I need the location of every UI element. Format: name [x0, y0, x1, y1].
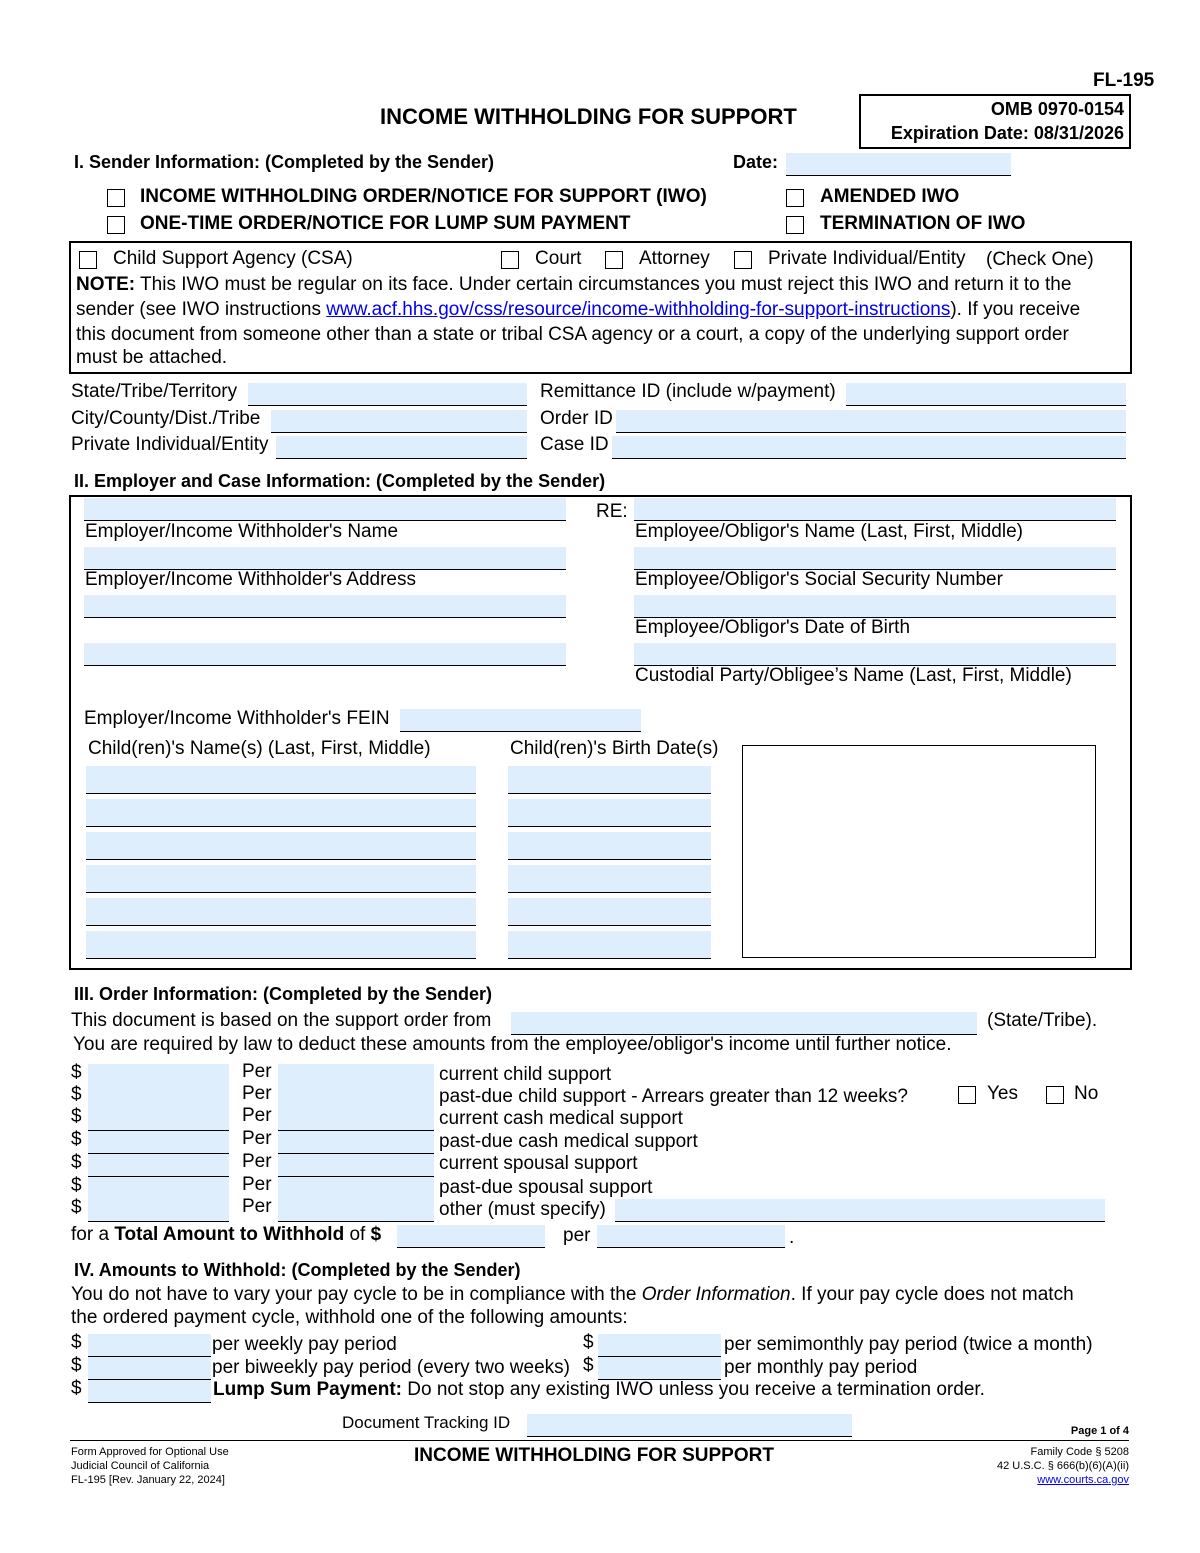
footer-title: INCOME WITHHOLDING FOR SUPPORT: [414, 1445, 774, 1466]
monthly-label: per monthly pay period: [724, 1357, 918, 1378]
per-label: Per: [242, 1061, 272, 1082]
city-field[interactable]: [271, 410, 527, 433]
tracking-id-label: Document Tracking ID: [342, 1413, 511, 1432]
omb-number: OMB 0970-0154: [990, 99, 1124, 119]
state-label: State/Tribe/Territory: [71, 381, 238, 402]
custodial-field[interactable]: [634, 643, 1116, 666]
child-dob-field[interactable]: [508, 832, 711, 860]
total-amount-field[interactable]: [397, 1225, 545, 1248]
period-field[interactable]: [278, 1086, 434, 1109]
no-label: No: [1074, 1083, 1099, 1104]
state-field[interactable]: [248, 383, 527, 406]
per-label: Per: [242, 1151, 272, 1172]
expiration-date: Expiration Date: 08/31/2026: [890, 123, 1124, 143]
monthly-amount-field[interactable]: [598, 1357, 721, 1380]
child-name-field[interactable]: [86, 865, 476, 893]
page-title: INCOME WITHHOLDING FOR SUPPORT: [380, 104, 797, 129]
lump-sum-amount-field[interactable]: [88, 1380, 211, 1403]
termination-checkbox[interactable]: [786, 216, 804, 234]
employer-address-field-3[interactable]: [84, 643, 566, 666]
child-name-field[interactable]: [86, 832, 476, 860]
total-period-field[interactable]: [597, 1225, 785, 1248]
biweekly-amount-field[interactable]: [88, 1357, 211, 1380]
footer-usc: 42 U.S.C. § 666(b)(6)(A)(ii): [996, 1460, 1129, 1472]
arrears-no-checkbox[interactable]: [1046, 1086, 1064, 1104]
amount-field[interactable]: [88, 1108, 229, 1131]
children-additional-box[interactable]: [742, 745, 1096, 958]
child-name-field[interactable]: [86, 799, 476, 827]
remittance-field[interactable]: [846, 383, 1126, 406]
omb-box: [859, 94, 1131, 149]
child-dob-field[interactable]: [508, 766, 711, 794]
order-line-label: current spousal support: [439, 1153, 638, 1174]
dollar-sign: $: [71, 1332, 82, 1353]
per-label: Per: [242, 1196, 272, 1217]
amount-field[interactable]: [88, 1064, 229, 1087]
period-field[interactable]: [278, 1177, 434, 1200]
period-field[interactable]: [278, 1108, 434, 1131]
dob-field[interactable]: [634, 595, 1116, 618]
dollar-sign: $: [71, 1152, 82, 1173]
private-label: Private Individual/Entity: [768, 248, 966, 269]
per-label: Per: [242, 1083, 272, 1104]
amended-label: AMENDED IWO: [820, 186, 960, 207]
check-one-label: (Check One): [986, 249, 1094, 270]
dollar-sign: $: [71, 1106, 82, 1127]
city-label: City/County/Dist./Tribe: [71, 408, 261, 429]
dollar-sign: $: [71, 1378, 82, 1399]
employer-address-field-2[interactable]: [84, 595, 566, 618]
children-names-label: Child(ren)'s Name(s) (Last, First, Middle): [88, 738, 431, 759]
dollar-sign: $: [71, 1175, 82, 1196]
dollar-sign: $: [71, 1084, 82, 1105]
biweekly-label: per biweekly pay period (every two weeks): [212, 1357, 570, 1378]
courts-link[interactable]: www.courts.ca.gov: [1037, 1474, 1129, 1486]
dollar-sign: $: [71, 1355, 82, 1376]
court-checkbox[interactable]: [501, 251, 519, 269]
dollar-sign: $: [583, 1332, 594, 1353]
child-dob-field[interactable]: [508, 799, 711, 827]
children-dates-label: Child(ren)'s Birth Date(s): [510, 738, 719, 759]
child-name-field[interactable]: [86, 898, 476, 926]
one-time-checkbox[interactable]: [107, 216, 125, 234]
iwo-label: INCOME WITHHOLDING ORDER/NOTICE FOR SUPPORT (IWO): [140, 186, 707, 207]
semimonthly-label: per semimonthly pay period (twice a month): [724, 1334, 1093, 1355]
remittance-label: Remittance ID (include w/payment): [540, 381, 836, 402]
tracking-id-field[interactable]: [527, 1414, 852, 1437]
csa-checkbox[interactable]: [79, 251, 97, 269]
state-tribe-label: (State/Tribe).: [987, 1010, 1098, 1031]
other-specify-field[interactable]: [615, 1199, 1105, 1222]
employer-address-label: Employer/Income Withholder's Address: [85, 569, 416, 590]
dollar-sign: $: [583, 1355, 594, 1376]
child-dob-field[interactable]: [508, 931, 711, 959]
employer-name-field[interactable]: [84, 498, 566, 521]
dob-label: Employee/Obligor's Date of Birth: [635, 617, 911, 638]
ssn-field[interactable]: [634, 547, 1116, 570]
order-state-field[interactable]: [511, 1012, 977, 1035]
employer-address-field-1[interactable]: [84, 547, 566, 570]
order-id-field[interactable]: [616, 410, 1126, 433]
attorney-checkbox[interactable]: [605, 251, 623, 269]
dollar-sign: $: [71, 1197, 82, 1218]
note-line-2: sender (see IWO instructions www.acf.hhs.gov/css/resource/income-withholding-for-support-instructions). If you receive: [76, 299, 1081, 320]
required-label: You are required by law to deduct these amounts from the employee/obligor's income until further notice.: [73, 1034, 952, 1055]
child-dob-field[interactable]: [508, 865, 711, 893]
footer-divider: [70, 1440, 1129, 1441]
csa-label: Child Support Agency (CSA): [113, 248, 353, 269]
order-id-label: Order ID: [540, 408, 613, 429]
total-per-label: per: [563, 1225, 591, 1246]
order-line-label: other (must specify): [439, 1199, 606, 1220]
instructions-link[interactable]: www.acf.hhs.gov/css/resource/income-withholding-for-support-instructions: [326, 299, 951, 320]
amount-field[interactable]: [88, 1177, 229, 1200]
footer-approved: Form Approved for Optional Use: [71, 1446, 229, 1458]
note-line-1: NOTE: This IWO must be regular on its face. Under certain circumstances you must reject this IWO and return it to the: [76, 274, 1072, 295]
yes-label: Yes: [987, 1083, 1018, 1104]
employer-name-label: Employer/Income Withholder's Name: [85, 521, 399, 542]
court-label: Court: [535, 248, 582, 269]
amount-field[interactable]: [88, 1199, 229, 1222]
per-label: Per: [242, 1128, 272, 1149]
amount-field[interactable]: [88, 1086, 229, 1109]
section-2-heading: II. Employer and Case Information: (Completed by the Sender): [74, 471, 606, 491]
semimonthly-amount-field[interactable]: [598, 1334, 721, 1357]
weekly-label: per weekly pay period: [212, 1334, 397, 1355]
amount-field[interactable]: [88, 1131, 229, 1154]
lump-sum-line: Lump Sum Payment: Do not stop any existing IWO unless you receive a termination order.: [213, 1379, 985, 1400]
per-label: Per: [242, 1174, 272, 1195]
case-id-field[interactable]: [612, 436, 1126, 459]
note-line-4: must be attached.: [76, 347, 228, 368]
private-entity-field[interactable]: [276, 436, 527, 459]
private-checkbox[interactable]: [734, 251, 752, 269]
amounts-intro-2: the ordered payment cycle, withhold one of the following amounts:: [71, 1307, 628, 1328]
order-line-label: past-due spousal support: [439, 1177, 653, 1198]
child-dob-field[interactable]: [508, 898, 711, 926]
form-number: FL-195: [1093, 70, 1155, 91]
footer-family-code: Family Code § 5208: [1030, 1446, 1129, 1458]
ssn-label: Employee/Obligor's Social Security Number: [635, 569, 1003, 590]
employee-name-label: Employee/Obligor's Name (Last, First, Middle): [635, 521, 1023, 542]
order-line-label: past-due cash medical support: [439, 1131, 698, 1152]
child-name-field[interactable]: [86, 931, 476, 959]
total-line: for a Total Amount to Withhold of $: [71, 1224, 382, 1245]
iwo-checkbox[interactable]: [107, 189, 125, 207]
termination-label: TERMINATION OF IWO: [820, 213, 1026, 234]
section-1-heading: I. Sender Information: (Completed by the Sender): [74, 152, 495, 172]
section-4-heading: IV. Amounts to Withhold: (Completed by the Sender): [74, 1260, 521, 1280]
amended-checkbox[interactable]: [786, 189, 804, 207]
order-line-label: past-due child support - Arrears greater than 12 weeks?: [439, 1086, 908, 1107]
weekly-amount-field[interactable]: [88, 1334, 211, 1357]
footer-council: Judicial Council of California: [71, 1460, 210, 1472]
period-field[interactable]: [278, 1199, 434, 1222]
private-entity-label: Private Individual/Entity: [71, 434, 269, 455]
amounts-intro-1: You do not have to vary your pay cycle to be in compliance with the Order Information. If your pay cycle does not match: [71, 1284, 1074, 1305]
arrears-yes-checkbox[interactable]: [958, 1086, 976, 1104]
order-line-label: current child support: [439, 1064, 612, 1085]
page-number: Page 1 of 4: [1070, 1425, 1129, 1437]
section-3-heading: III. Order Information: (Completed by the Sender): [74, 984, 493, 1004]
child-name-field[interactable]: [86, 766, 476, 794]
case-id-label: Case ID: [540, 434, 609, 455]
period-field[interactable]: [278, 1064, 434, 1087]
footer-revision: FL-195 [Rev. January 22, 2024]: [71, 1474, 225, 1486]
fein-label: Employer/Income Withholder's FEIN: [84, 708, 390, 729]
employee-name-field[interactable]: [634, 498, 1116, 521]
total-period-dot: .: [789, 1227, 795, 1248]
date-field[interactable]: [786, 153, 1011, 176]
attorney-label: Attorney: [639, 248, 710, 269]
date-label: Date:: [733, 152, 779, 172]
order-line-label: current cash medical support: [439, 1108, 683, 1129]
period-field[interactable]: [278, 1154, 434, 1177]
per-label: Per: [242, 1105, 272, 1126]
custodial-label: Custodial Party/Obligee’s Name (Last, First, Middle): [635, 665, 1072, 686]
note-line-3: this document from someone other than a state or tribal CSA agency or a court, a copy of the underlying support order: [76, 324, 1069, 345]
one-time-label: ONE-TIME ORDER/NOTICE FOR LUMP SUM PAYMENT: [140, 213, 631, 234]
dollar-sign: $: [71, 1129, 82, 1150]
fein-field[interactable]: [400, 709, 641, 732]
re-label: RE:: [596, 501, 628, 522]
period-field[interactable]: [278, 1131, 434, 1154]
dollar-sign: $: [71, 1062, 82, 1083]
based-on-label: This document is based on the support order from: [71, 1010, 492, 1031]
amount-field[interactable]: [88, 1154, 229, 1177]
